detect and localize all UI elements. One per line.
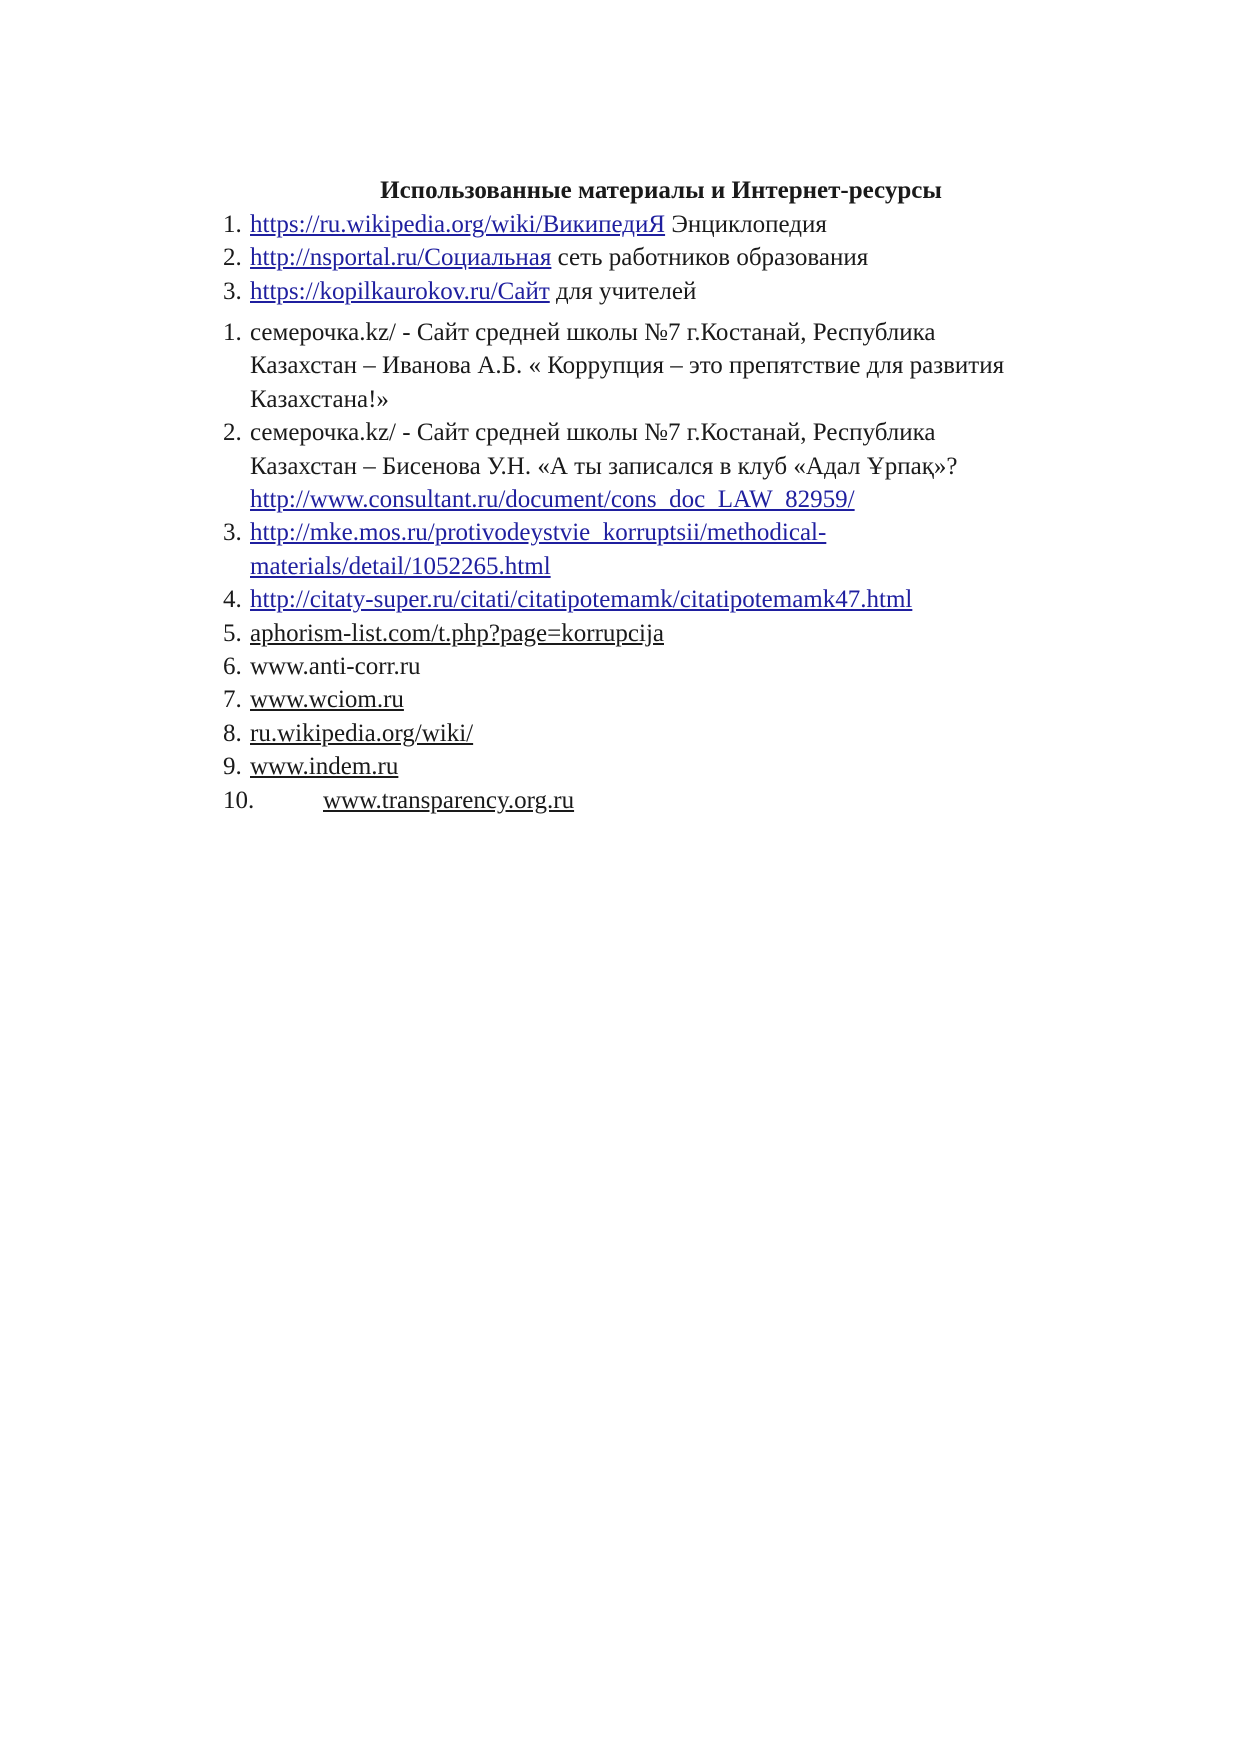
transparency-link[interactable]: www.transparency.org.ru xyxy=(323,786,575,814)
list-item xyxy=(223,683,1143,716)
resource-list-secondary xyxy=(223,316,1143,817)
list-item xyxy=(223,275,1143,308)
kopilkaurokov-link[interactable]: https://kopilkaurokov.ru/Сайт xyxy=(250,277,550,305)
mke-mos-link-continued[interactable]: materials/detail/1052265.html xyxy=(250,552,551,580)
item-number: 1. xyxy=(223,319,242,346)
item-number: 1. xyxy=(223,211,242,238)
item-number: 8. xyxy=(223,719,242,747)
mke-mos-link[interactable]: http://mke.mos.ru/protivodeystvie_korruptsii/methodical- xyxy=(250,519,827,547)
list-item xyxy=(223,650,1143,683)
nsportal-link[interactable]: http://nsportal.ru/Социальная xyxy=(250,244,552,272)
item-text: семерочка.kz/ - Сайт средней школы №7 г.Костанай, Республика xyxy=(250,419,936,447)
item-number: 5. xyxy=(223,619,242,647)
list-item xyxy=(223,208,1143,241)
item-text: Энциклопедия xyxy=(665,211,827,238)
wikipedia-short-link[interactable]: ru.wikipedia.org/wiki/ xyxy=(250,719,474,747)
list-item xyxy=(223,617,1143,650)
page-title: Использованные материалы и Интернет-ресурсы xyxy=(380,177,942,204)
item-number: 3. xyxy=(223,277,242,305)
list-item xyxy=(223,784,1143,817)
indem-link[interactable]: www.indem.ru xyxy=(250,753,399,781)
aphorism-list-link[interactable]: aphorism-list.com/t.php?page=korrupcija xyxy=(250,619,664,647)
item-text: для учителей xyxy=(549,277,697,305)
list-item xyxy=(223,750,1143,783)
item-text: Казахстана!» xyxy=(250,385,389,413)
item-number: 4. xyxy=(223,586,242,614)
item-text: Казахстан – Бисенова У.Н. «А ты записался в клуб «Адал Ұрпақ»? xyxy=(250,452,958,480)
item-number: 7. xyxy=(223,686,242,714)
item-number: 6. xyxy=(223,653,242,681)
item-number: 3. xyxy=(223,519,242,547)
consultant-link[interactable]: http://www.consultant.ru/document/cons_doc_LAW_82959/ xyxy=(250,486,855,514)
resource-list-primary xyxy=(223,208,1143,308)
item-number: 2. xyxy=(223,419,242,447)
list-item xyxy=(223,583,1143,616)
list-item xyxy=(223,416,1143,516)
item-number: 10. xyxy=(223,786,255,814)
item-text: Казахстан – Иванова А.Б. « Коррупция – это препятствие для развития xyxy=(250,352,1005,380)
item-number: 2. xyxy=(223,244,242,272)
list-item xyxy=(223,241,1143,274)
citaty-super-link[interactable]: http://citaty-super.ru/citati/citatipotemamk/citatipotemamk47.html xyxy=(250,586,913,614)
wikipedia-link[interactable]: https://ru.wikipedia.org/wiki/ВикипедиЯ xyxy=(250,211,666,238)
list-item xyxy=(223,316,1143,416)
wciom-link[interactable]: www.wciom.ru xyxy=(250,686,404,714)
list-item xyxy=(223,516,1143,583)
item-text: сеть работников образования xyxy=(551,244,869,272)
item-text: семерочка.kz/ - Сайт средней школы №7 г.Костанай, Республика xyxy=(250,319,936,346)
item-number: 9. xyxy=(223,753,242,781)
item-text: www.anti-corr.ru xyxy=(250,653,421,681)
list-item xyxy=(223,717,1143,750)
